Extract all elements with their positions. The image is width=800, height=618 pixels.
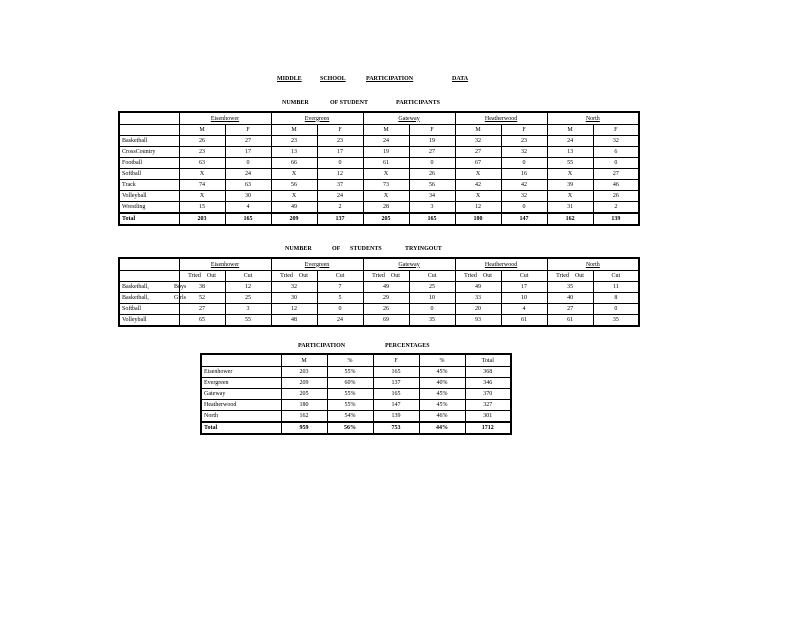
count-cell: 46 — [593, 180, 639, 191]
tried-out-cell: 49 — [363, 282, 409, 293]
title-word: MIDDLE — [277, 76, 302, 82]
heading-word: PERCENTAGES — [385, 343, 430, 349]
tried-out-cell: 26 — [363, 304, 409, 315]
count-cell: 61 — [363, 158, 409, 169]
gender-header: F — [225, 125, 271, 136]
heading-word: NUMBER — [282, 100, 309, 106]
percent-cell: 45% — [419, 389, 465, 400]
count-cell: 17 — [225, 147, 271, 158]
tryout-table — [118, 257, 640, 327]
cut-cell: 10 — [409, 293, 455, 304]
percent-cell: 203 — [281, 367, 327, 378]
total-cell: 165 — [225, 213, 271, 225]
school-header: Heatherwood — [455, 258, 547, 271]
cut-cell: 35 — [409, 315, 455, 327]
count-cell: 26 — [409, 169, 455, 180]
cut-cell: 0 — [409, 304, 455, 315]
participants-table — [118, 111, 640, 226]
count-cell: 19 — [409, 136, 455, 147]
col-header: M — [281, 354, 327, 367]
percent-cell: 46% — [419, 411, 465, 423]
count-cell: 23 — [179, 147, 225, 158]
count-cell: X — [547, 169, 593, 180]
heading-word: TRYINGOUT — [405, 246, 442, 252]
school-header-row — [119, 258, 639, 271]
total-cell: 44% — [419, 422, 465, 434]
school-header: Gateway — [363, 258, 455, 271]
tryout-header-row — [119, 271, 639, 282]
count-cell: X — [363, 169, 409, 180]
count-cell: 27 — [593, 169, 639, 180]
tried-out-cell: 52 — [179, 293, 225, 304]
heading-word: NUMBER — [285, 246, 312, 252]
total-row — [119, 213, 639, 225]
count-cell: X — [547, 191, 593, 202]
cut-cell: 0 — [593, 304, 639, 315]
tried-out-cell: 29 — [363, 293, 409, 304]
cut-header: Cut — [501, 271, 547, 282]
percent-cell: 165 — [373, 367, 419, 378]
percent-cell: 40% — [419, 378, 465, 389]
tried-out-cell: 40 — [547, 293, 593, 304]
total-label: Total — [119, 213, 179, 225]
tried-out-cell: 49 — [455, 282, 501, 293]
sport-name: Softball — [122, 306, 141, 312]
tried-out-cell: 38 — [179, 282, 225, 293]
sport-label: CrossCountry — [119, 147, 179, 158]
count-cell: 6 — [593, 147, 639, 158]
school-header: Heatherwood — [455, 112, 547, 125]
cut-header: Cut — [225, 271, 271, 282]
sport-label: Softball — [119, 169, 179, 180]
count-cell: 12 — [455, 202, 501, 214]
count-cell: 32 — [593, 136, 639, 147]
sport-name: Basketball, — [122, 284, 149, 290]
count-cell: 32 — [455, 136, 501, 147]
gender-header: F — [501, 125, 547, 136]
gender-header: M — [179, 125, 225, 136]
tried-out-header: Tried Out — [455, 271, 501, 282]
col-header: % — [419, 354, 465, 367]
total-cell: 753 — [373, 422, 419, 434]
count-cell: 63 — [225, 180, 271, 191]
count-cell: 12 — [317, 169, 363, 180]
count-cell: 19 — [363, 147, 409, 158]
percent-cell: 162 — [281, 411, 327, 423]
cut-cell: 11 — [593, 282, 639, 293]
cut-cell: 5 — [317, 293, 363, 304]
gender-header: F — [593, 125, 639, 136]
percent-cell: 327 — [465, 400, 511, 411]
count-cell: 63 — [179, 158, 225, 169]
col-header: % — [327, 354, 373, 367]
cut-cell: 4 — [501, 304, 547, 315]
table-row — [201, 367, 511, 378]
cut-cell: 35 — [593, 315, 639, 327]
sport-label: Football — [119, 158, 179, 169]
count-cell: 73 — [363, 180, 409, 191]
tried-out-header: Tried Out — [363, 271, 409, 282]
cut-cell: 25 — [409, 282, 455, 293]
count-cell: 24 — [547, 136, 593, 147]
percent-cell: 301 — [465, 411, 511, 423]
count-cell: 26 — [179, 136, 225, 147]
count-cell: 0 — [317, 158, 363, 169]
school-header: Gateway — [363, 112, 455, 125]
school-header: Eisenhower — [179, 112, 271, 125]
total-cell: 165 — [409, 213, 455, 225]
tried-out-cell: 61 — [547, 315, 593, 327]
cut-header: Cut — [409, 271, 455, 282]
col-header: Total — [465, 354, 511, 367]
count-cell: 0 — [409, 158, 455, 169]
title-word: DATA — [452, 76, 469, 82]
count-cell: 32 — [501, 191, 547, 202]
count-cell: 16 — [501, 169, 547, 180]
count-cell: 3 — [409, 202, 455, 214]
count-cell: X — [271, 191, 317, 202]
count-cell: 56 — [409, 180, 455, 191]
title-word: SCHOOL — [320, 76, 346, 82]
total-cell: 203 — [179, 213, 225, 225]
cut-cell: 55 — [225, 315, 271, 327]
count-cell: 37 — [317, 180, 363, 191]
count-cell: 55 — [547, 158, 593, 169]
percent-cell: 180 — [281, 400, 327, 411]
sport-label — [119, 304, 179, 315]
percent-cell: 346 — [465, 378, 511, 389]
count-cell: 27 — [455, 147, 501, 158]
count-cell: 56 — [271, 180, 317, 191]
count-cell: 13 — [547, 147, 593, 158]
tried-out-cell: 27 — [179, 304, 225, 315]
sport-label: Basketball — [119, 136, 179, 147]
sport-label: Track — [119, 180, 179, 191]
tried-out-cell: 12 — [271, 304, 317, 315]
percent-cell: 55% — [327, 367, 373, 378]
school-label: North — [201, 411, 281, 423]
table-row — [119, 304, 639, 315]
heading-word: PARTICIPANTS — [396, 100, 440, 106]
cut-header: Cut — [593, 271, 639, 282]
cut-cell: 8 — [593, 293, 639, 304]
count-cell: X — [179, 169, 225, 180]
count-cell: 0 — [593, 158, 639, 169]
tried-out-cell: 69 — [363, 315, 409, 327]
count-cell: 26 — [593, 191, 639, 202]
tried-out-cell: 32 — [271, 282, 317, 293]
cut-cell: 25 — [225, 293, 271, 304]
heading-word: PARTICIPATION — [298, 343, 346, 349]
title-word: PARTICIPATION — [366, 76, 414, 82]
cut-header: Cut — [317, 271, 363, 282]
count-cell: 17 — [317, 147, 363, 158]
school-header: Evergreen — [271, 112, 363, 125]
total-cell: 959 — [281, 422, 327, 434]
school-label: Gateway — [201, 389, 281, 400]
count-cell: 15 — [179, 202, 225, 214]
table-row — [119, 282, 639, 293]
school-label: Evergreen — [201, 378, 281, 389]
table-row — [119, 147, 639, 158]
total-cell: 137 — [317, 213, 363, 225]
count-cell: 30 — [225, 191, 271, 202]
percent-cell: 45% — [419, 400, 465, 411]
total-cell: 139 — [593, 213, 639, 225]
col-header: F — [373, 354, 419, 367]
percent-cell: 55% — [327, 389, 373, 400]
percent-cell: 45% — [419, 367, 465, 378]
count-cell: 42 — [455, 180, 501, 191]
percent-cell: 137 — [373, 378, 419, 389]
table-row — [201, 400, 511, 411]
tried-out-cell: 33 — [455, 293, 501, 304]
school-header-row — [119, 112, 639, 125]
count-cell: X — [271, 169, 317, 180]
sport-label — [119, 293, 186, 304]
gender-header-row — [119, 125, 639, 136]
count-cell: X — [455, 169, 501, 180]
school-label: Eisenhower — [201, 367, 281, 378]
percent-cell: 139 — [373, 411, 419, 423]
total-cell: 147 — [501, 213, 547, 225]
count-cell: 4 — [225, 202, 271, 214]
percent-cell: 55% — [327, 400, 373, 411]
tried-out-header: Tried Out — [179, 271, 225, 282]
gender-header: M — [547, 125, 593, 136]
count-cell: 31 — [547, 202, 593, 214]
count-cell: 24 — [317, 191, 363, 202]
count-cell: 23 — [501, 136, 547, 147]
count-cell: X — [179, 191, 225, 202]
count-cell: 66 — [271, 158, 317, 169]
tried-out-cell: 93 — [455, 315, 501, 327]
cut-cell: 12 — [225, 282, 271, 293]
group-name: Boys — [174, 284, 187, 290]
tried-out-cell: 35 — [547, 282, 593, 293]
table-row — [119, 180, 639, 191]
cut-cell: 61 — [501, 315, 547, 327]
total-cell: 209 — [271, 213, 317, 225]
tried-out-cell: 48 — [271, 315, 317, 327]
percent-cell: 368 — [465, 367, 511, 378]
percent-cell: 205 — [281, 389, 327, 400]
heading-word: STUDENTS — [350, 246, 382, 252]
count-cell: 27 — [409, 147, 455, 158]
gender-header: M — [363, 125, 409, 136]
count-cell: X — [363, 191, 409, 202]
count-cell: 24 — [363, 136, 409, 147]
count-cell: X — [455, 191, 501, 202]
cut-cell: 0 — [317, 304, 363, 315]
table-row — [201, 411, 511, 423]
cut-cell: 17 — [501, 282, 547, 293]
school-header: North — [547, 112, 639, 125]
table-row — [201, 378, 511, 389]
cut-cell: 3 — [225, 304, 271, 315]
count-cell: 24 — [225, 169, 271, 180]
table-row — [119, 158, 639, 169]
percent-cell: 370 — [465, 389, 511, 400]
total-cell: 205 — [363, 213, 409, 225]
total-row — [201, 422, 511, 434]
percent-cell: 165 — [373, 389, 419, 400]
school-header: Evergreen — [271, 258, 363, 271]
table-row — [119, 315, 639, 327]
count-cell: 28 — [363, 202, 409, 214]
percent-cell: 147 — [373, 400, 419, 411]
count-cell: 49 — [271, 202, 317, 214]
school-label: Heatherwood — [201, 400, 281, 411]
count-cell: 34 — [409, 191, 455, 202]
school-header: Eisenhower — [179, 258, 271, 271]
sport-label — [119, 282, 187, 293]
count-cell: 32 — [501, 147, 547, 158]
count-cell: 27 — [225, 136, 271, 147]
table-row — [119, 293, 639, 304]
percent-header-row — [201, 354, 511, 367]
sport-name: Volleyball — [122, 317, 147, 323]
count-cell: 23 — [271, 136, 317, 147]
table-row — [119, 169, 639, 180]
count-cell: 74 — [179, 180, 225, 191]
count-cell: 39 — [547, 180, 593, 191]
gender-header: F — [409, 125, 455, 136]
gender-header: M — [271, 125, 317, 136]
sport-name: Basketball, — [122, 295, 149, 301]
table-row — [119, 136, 639, 147]
count-cell: 2 — [593, 202, 639, 214]
percent-cell: 60% — [327, 378, 373, 389]
total-cell: 1712 — [465, 422, 511, 434]
total-cell: 162 — [547, 213, 593, 225]
total-cell: 56% — [327, 422, 373, 434]
count-cell: 0 — [225, 158, 271, 169]
count-cell: 13 — [271, 147, 317, 158]
total-label: Total — [201, 422, 281, 434]
heading-word: OF STUDENT — [330, 100, 368, 106]
cut-cell: 24 — [317, 315, 363, 327]
corner-cell — [119, 112, 179, 125]
tried-out-header: Tried Out — [271, 271, 317, 282]
percent-cell: 209 — [281, 378, 327, 389]
tried-out-cell: 27 — [547, 304, 593, 315]
count-cell: 42 — [501, 180, 547, 191]
tried-out-header: Tried Out — [547, 271, 593, 282]
percentages-table — [200, 353, 512, 435]
count-cell: 23 — [317, 136, 363, 147]
total-cell: 180 — [455, 213, 501, 225]
tried-out-cell: 65 — [179, 315, 225, 327]
table-row — [119, 202, 639, 214]
sport-label — [119, 315, 179, 327]
gender-header: F — [317, 125, 363, 136]
heading-word: OF — [332, 246, 341, 252]
sport-label: Wrestling — [119, 202, 179, 214]
cut-cell: 10 — [501, 293, 547, 304]
tried-out-cell: 20 — [455, 304, 501, 315]
tried-out-cell: 30 — [271, 293, 317, 304]
table-row — [201, 389, 511, 400]
cut-cell: 7 — [317, 282, 363, 293]
count-cell: 0 — [501, 158, 547, 169]
school-header: North — [547, 258, 639, 271]
sport-label: Volleyball — [119, 191, 179, 202]
percent-cell: 54% — [327, 411, 373, 423]
table-row — [119, 191, 639, 202]
count-cell: 2 — [317, 202, 363, 214]
count-cell: 67 — [455, 158, 501, 169]
group-name: Girls — [174, 295, 186, 301]
gender-header: M — [455, 125, 501, 136]
count-cell: 0 — [501, 202, 547, 214]
